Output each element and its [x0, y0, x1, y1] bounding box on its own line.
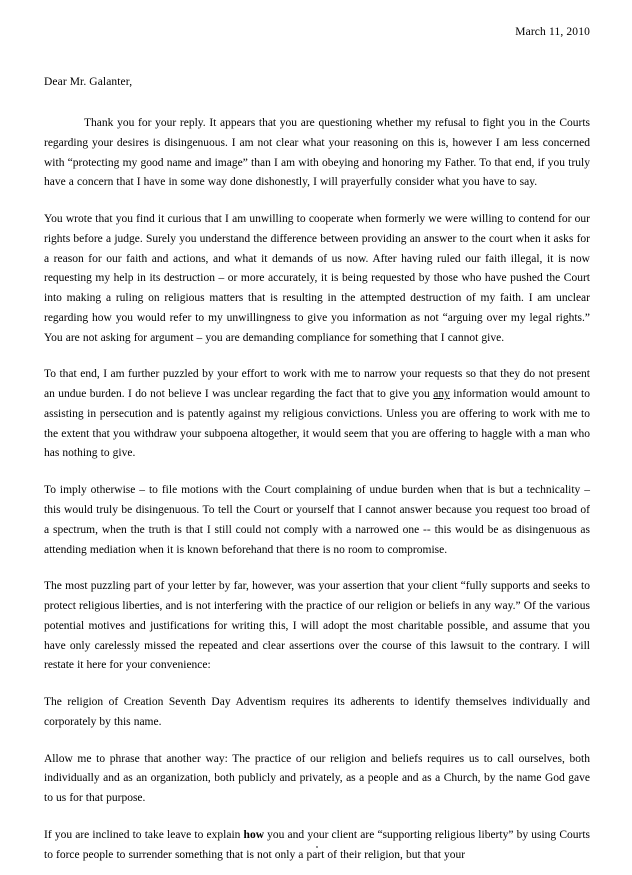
- paragraph-7: Allow me to phrase that another way: The practice of our religion and beliefs requires us to call ourselves, both individually and as an organization, both publicly and privately, as a people and as a Church, by the name God gave to us for that purpose.: [44, 752, 590, 805]
- letter-date: March 11, 2010: [515, 26, 590, 38]
- letter-salutation: Dear Mr. Galanter,: [44, 76, 133, 88]
- paragraph-5: The most puzzling part of your letter by far, however, was your assertion that your client “fully supports and seeks to protect religious liberties, and is not interfering with the practice of our religion or beliefs in any way.” Of the various potential motives and justifications for writing this, I will adopt the most charitable possible, and assume that you have only carelessly missed the repeated and clear assertions over the course of this lawsuit to the contrary. I will restate it here for your convenience:: [44, 580, 590, 672]
- page-footer-mark: [316, 846, 318, 848]
- emphasis-bold: how: [243, 828, 264, 841]
- paragraph-6: The religion of Creation Seventh Day Adventism requires its adherents to identify themselves individually and corporately by this name.: [44, 696, 590, 728]
- paragraph-4: To imply otherwise – to file motions with the Court complaining of undue burden when that is but a technicality – this would truly be disingenuous. To tell the Court or yourself that I cannot answer because you request too broad of a spectrum, when the truth is that I still could not comply with a narrowed one -- this would be as disingenuous as attending mediation when it is known beforehand that there is no room to compromise.: [44, 484, 590, 556]
- emphasis-underline: any: [433, 388, 450, 401]
- paragraph-3: [44, 365, 590, 464]
- paragraph-8-text: If you are inclined to take leave to explain how you and your client are “supporting religious liberty” by using Courts to force people to surrender something that is not only a part of their religion, but that your: [44, 828, 590, 861]
- paragraph-3-text: To that end, I am further puzzled by your effort to work with me to narrow your requests so that they do not present an undue burden. I do not believe I was unclear regarding the fact that to give you any information would amount to assisting in persecution and is patently against my religious convictions. Unless you are offering to work with me to the extent that you withdraw your subpoena altogether, it would seem that you are offering to haggle with a man who has nothing to give.: [44, 368, 590, 460]
- paragraph-1: Thank you for your reply. It appears that you are questioning whether my refusal to fight you in the Courts regarding your desires is disingenuous. I am not clear what your reasoning on this is, however I am less concerned with “protecting my good name and image” than I am with obeying and honoring my Father. To that end, if you truly have a concern that I have in some way done dishonestly, I will prayerfully consider what you have to say.: [44, 117, 590, 189]
- paragraph-2: You wrote that you find it curious that I am unwilling to cooperate when formerly we were willing to contend for our rights before a judge. Surely you understand the difference between providing an answer to the court when it asks for a reason for our faith and actions, and what it demands of us now. After having ruled our faith illegal, it is now requesting my help in its destruction – or more accurately, it is being requested by those who have pushed the Court into making a ruling on religious matters that is resulting in the attempted destruction of my faith. I am unclear regarding how you would refer to my unwillingness to give you information as not “arguing over my legal rights.” You are not asking for argument – you are demanding compliance for something that I cannot give.: [44, 213, 590, 344]
